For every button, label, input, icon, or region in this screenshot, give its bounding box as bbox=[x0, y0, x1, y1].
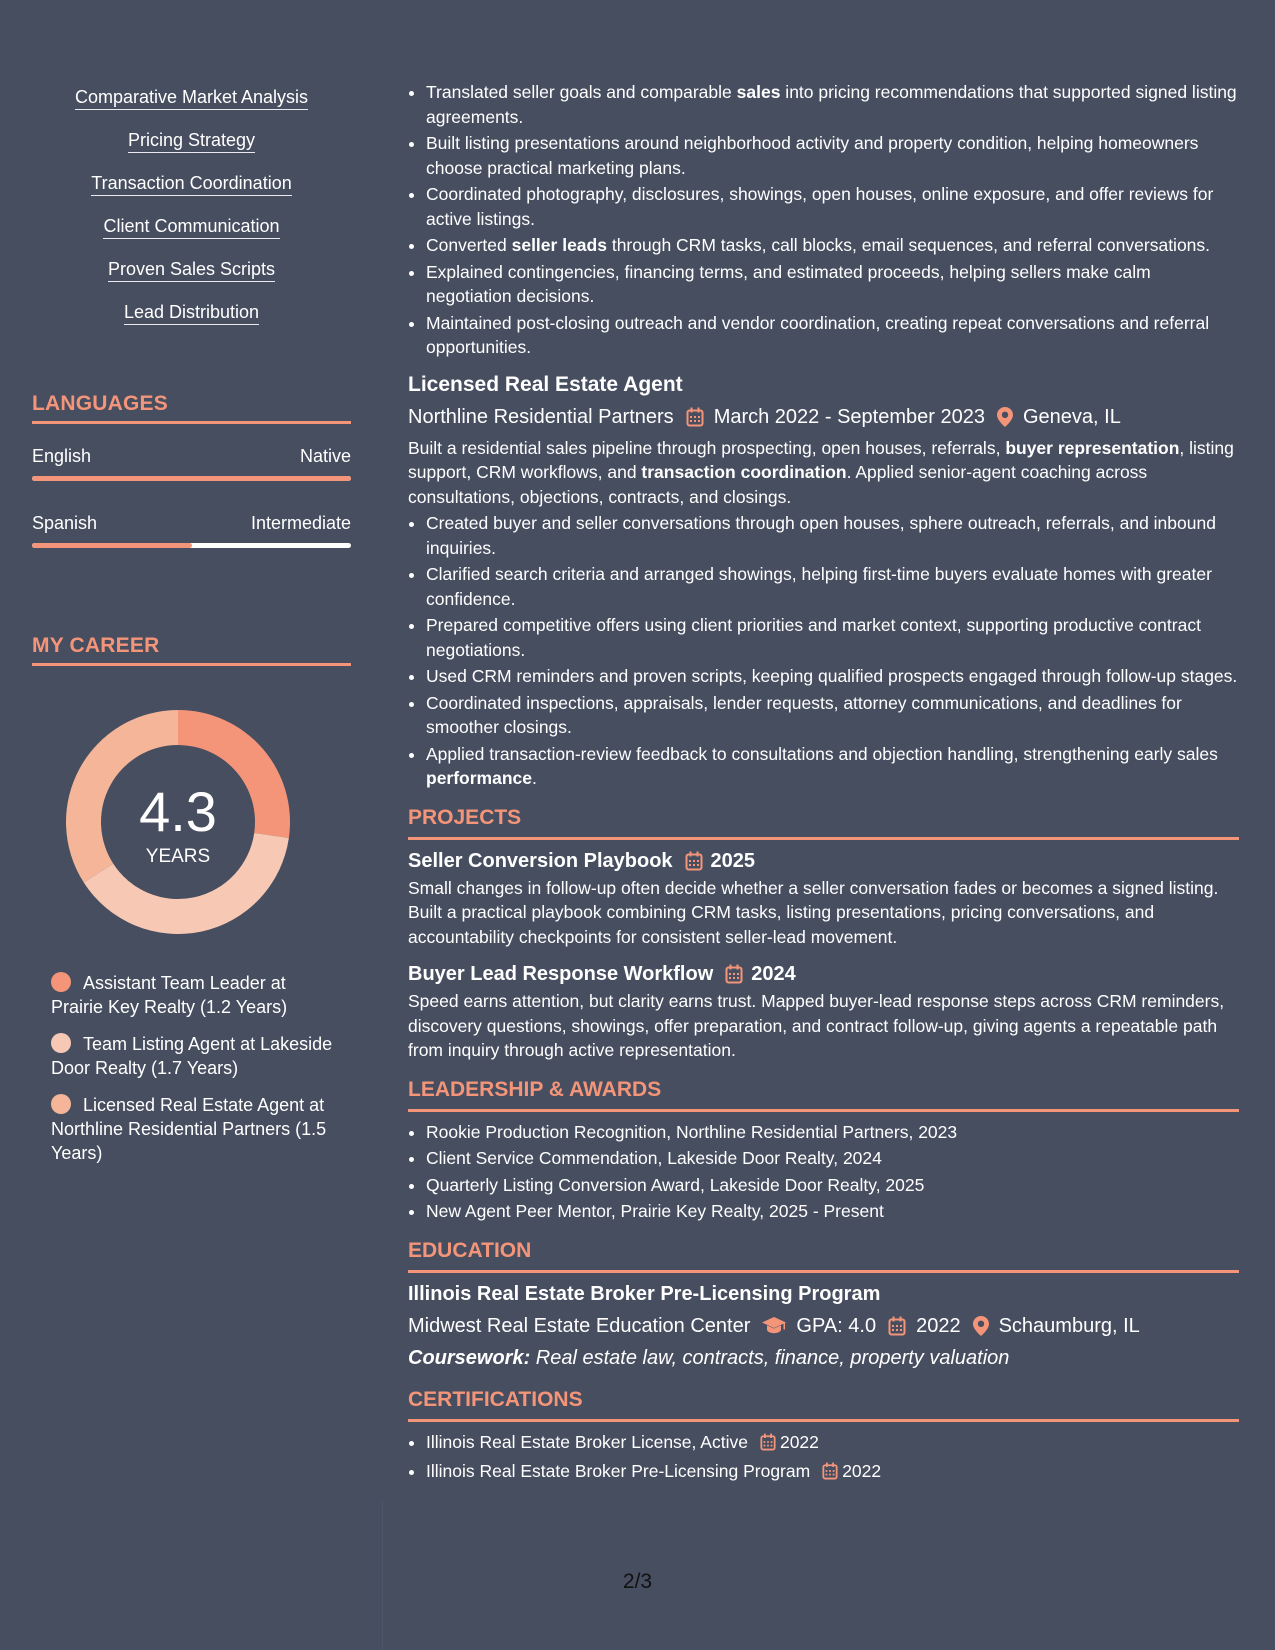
map-pin-icon bbox=[997, 407, 1013, 427]
graduation-cap-icon bbox=[762, 1317, 786, 1335]
skill-item: Proven Sales Scripts bbox=[108, 258, 275, 282]
languages-heading: LANGUAGES bbox=[32, 392, 168, 415]
main-column bbox=[408, 0, 1239, 1489]
job-title: Licensed Real Estate Agent bbox=[408, 372, 683, 396]
bullet-item: • Used CRM reminders and proven scripts, keeping qualified prospects engaged through follow-up stages. bbox=[426, 664, 1239, 689]
awards-heading: LEADERSHIP & AWARDS bbox=[408, 1077, 662, 1101]
career-unit: YEARS bbox=[145, 846, 211, 867]
bullet-item: • Applied transaction-review feedback to consultations and objection handling, strengthening early sales performance. bbox=[426, 742, 1239, 791]
certification-year: 2022 bbox=[779, 1431, 819, 1452]
project-year: 2025 bbox=[710, 849, 756, 872]
legend-item bbox=[51, 1093, 341, 1165]
certifications-heading: CERTIFICATIONS bbox=[408, 1387, 583, 1411]
language-level-bar bbox=[32, 543, 351, 548]
certification-item: • Illinois Real Estate Broker License, Active 2022 bbox=[426, 1430, 1239, 1458]
language-name: English bbox=[32, 446, 92, 466]
skill-item: Lead Distribution bbox=[124, 301, 259, 325]
skill-item: Pricing Strategy bbox=[128, 129, 255, 153]
job-dates: March 2022 - September 2023 bbox=[713, 405, 985, 428]
legend-item bbox=[51, 1032, 341, 1080]
certification-item: • Illinois Real Estate Broker Pre-Licensing Program 2022 bbox=[426, 1459, 1239, 1487]
language-level-fill bbox=[32, 476, 351, 481]
job-meta bbox=[408, 404, 1239, 430]
career-section bbox=[32, 634, 351, 1163]
section-rule bbox=[408, 1270, 1239, 1273]
experience-bullets bbox=[408, 80, 1239, 360]
certification-year: 2022 bbox=[842, 1461, 882, 1481]
legend-dot bbox=[51, 972, 71, 992]
skill-item: Transaction Coordination bbox=[91, 172, 291, 196]
map-pin-icon bbox=[973, 1316, 989, 1336]
awards-list bbox=[408, 1120, 1239, 1224]
legend-dot bbox=[51, 1033, 71, 1053]
bullet-item: • Explained contingencies, financing terms, and estimated proceeds, helping sellers make calm negotiation decisions. bbox=[426, 260, 1239, 309]
language-level: Native bbox=[299, 446, 351, 466]
calendar-icon bbox=[686, 407, 704, 427]
job-location: Geneva, IL bbox=[1022, 405, 1121, 428]
career-heading: MY CAREER bbox=[32, 634, 160, 657]
calendar-icon bbox=[822, 1462, 838, 1487]
skills-list bbox=[32, 86, 351, 344]
education-school: Midwest Real Estate Education Center bbox=[408, 1314, 751, 1337]
education-section bbox=[408, 1238, 1239, 1371]
bullet-item: • Prepared competitive offers using client priorities and market context, supporting productive contract negotiations. bbox=[426, 613, 1239, 662]
section-rule bbox=[408, 837, 1239, 840]
education-gpa: GPA: 4.0 bbox=[796, 1314, 877, 1337]
career-donut-chart bbox=[65, 709, 291, 935]
bullet-item: • Coordinated inspections, appraisals, lender requests, attorney communications, and deadlines for smoother closings. bbox=[426, 691, 1239, 740]
legend-item bbox=[51, 971, 341, 1019]
education-program: Illinois Real Estate Broker Pre-Licensing Program bbox=[408, 1282, 881, 1305]
certifications-list bbox=[408, 1430, 1239, 1487]
career-legend bbox=[51, 971, 341, 1178]
section-rule bbox=[32, 421, 351, 424]
project-description: Small changes in follow-up often decide whether a seller conversation fades or becomes a signed listing. Built a practical playbook combining CRM tasks, listing presentations, pricing conversations, and accountability checkpoints for consistent seller-lead movement. bbox=[408, 877, 1219, 947]
education-meta bbox=[408, 1313, 1239, 1339]
language-entry bbox=[32, 512, 351, 548]
section-rule bbox=[408, 1109, 1239, 1112]
award-item: • Client Service Commendation, Lakeside Door Realty, 2024 bbox=[426, 1146, 1239, 1171]
job-description: Built a residential sales pipeline through prospecting, open houses, referrals, buyer representation, listing support, CRM workflows, and transaction coordination. Applied senior-agent coaching across consultations, objections, contracts, and closings. bbox=[408, 437, 1234, 507]
award-item: • Rookie Production Recognition, Northline Residential Partners, 2023 bbox=[426, 1120, 1239, 1145]
bullet-item: • Built listing presentations around neighborhood activity and property condition, helping homeowners choose practical marketing plans. bbox=[426, 131, 1239, 180]
education-location: Schaumburg, IL bbox=[998, 1314, 1140, 1337]
project-year: 2024 bbox=[751, 963, 796, 985]
calendar-icon bbox=[888, 1316, 906, 1336]
page-number: 2/3 bbox=[622, 1570, 653, 1593]
section-rule bbox=[408, 1419, 1239, 1422]
project-title: Seller Conversion Playbook 2025 bbox=[408, 849, 756, 872]
education-heading: EDUCATION bbox=[408, 1238, 532, 1262]
legend-label: Team Listing Agent at Lakeside Door Realty (1.7 Years) bbox=[51, 1034, 333, 1078]
job-company: Northline Residential Partners bbox=[408, 405, 674, 428]
projects-section bbox=[408, 805, 1239, 1063]
project-description: Speed earns attention, but clarity earns trust. Mapped buyer-lead response steps across CRM reminders, discovery questions, showings, offer preparation, and contract follow-up, giving agents a repeatable path from inquiry through active representation. bbox=[408, 991, 1225, 1060]
award-item: • Quarterly Listing Conversion Award, Lakeside Door Realty, 2025 bbox=[426, 1173, 1239, 1198]
career-total: 4.3 bbox=[139, 780, 217, 843]
calendar-icon bbox=[685, 851, 703, 871]
skill-item: Client Communication bbox=[103, 215, 279, 239]
education-coursework: Coursework: Real estate law, contracts, finance, property valuation bbox=[408, 1346, 1010, 1369]
language-entry bbox=[32, 445, 351, 481]
calendar-icon bbox=[760, 1433, 776, 1458]
bullet-item: • Maintained post-closing outreach and vendor coordination, creating repeat conversations and referral opportunities. bbox=[426, 311, 1239, 360]
calendar-icon bbox=[725, 964, 743, 984]
language-name: Spanish bbox=[32, 513, 98, 533]
bullet-item: • Created buyer and seller conversations through open houses, sphere outreach, referrals, and inbound inquiries. bbox=[426, 511, 1239, 560]
legend-dot bbox=[51, 1094, 71, 1114]
section-rule bbox=[32, 663, 351, 666]
language-level-fill bbox=[32, 543, 192, 548]
education-year: 2022 bbox=[916, 1314, 961, 1337]
project-title: Buyer Lead Response Workflow 2024 bbox=[408, 963, 796, 985]
languages-section bbox=[32, 392, 351, 548]
legend-label: Assistant Team Leader at Prairie Key Realty (1.2 Years) bbox=[51, 973, 288, 1017]
awards-section bbox=[408, 1077, 1239, 1224]
certifications-section bbox=[408, 1387, 1239, 1487]
language-level: Intermediate bbox=[250, 513, 351, 533]
award-item: • New Agent Peer Mentor, Prairie Key Realty, 2025 - Present bbox=[426, 1199, 1239, 1224]
job-bullets bbox=[408, 511, 1239, 791]
legend-label: Licensed Real Estate Agent at Northline Residential Partners (1.5 Years) bbox=[51, 1095, 327, 1163]
bullet-item: • Coordinated photography, disclosures, showings, open houses, online exposure, and offer reviews for active listings. bbox=[426, 182, 1239, 231]
bullet-item: • Clarified search criteria and arranged showings, helping first-time buyers evaluate homes with greater confidence. bbox=[426, 562, 1239, 611]
bullet-item: • Translated seller goals and comparable sales into pricing recommendations that supported signed listing agreements. bbox=[426, 80, 1239, 129]
language-level-bar bbox=[32, 476, 351, 481]
projects-heading: PROJECTS bbox=[408, 805, 522, 829]
bullet-item: • Converted seller leads through CRM tasks, call blocks, email sequences, and referral conversations. bbox=[426, 233, 1239, 258]
skill-item: Comparative Market Analysis bbox=[75, 86, 308, 110]
